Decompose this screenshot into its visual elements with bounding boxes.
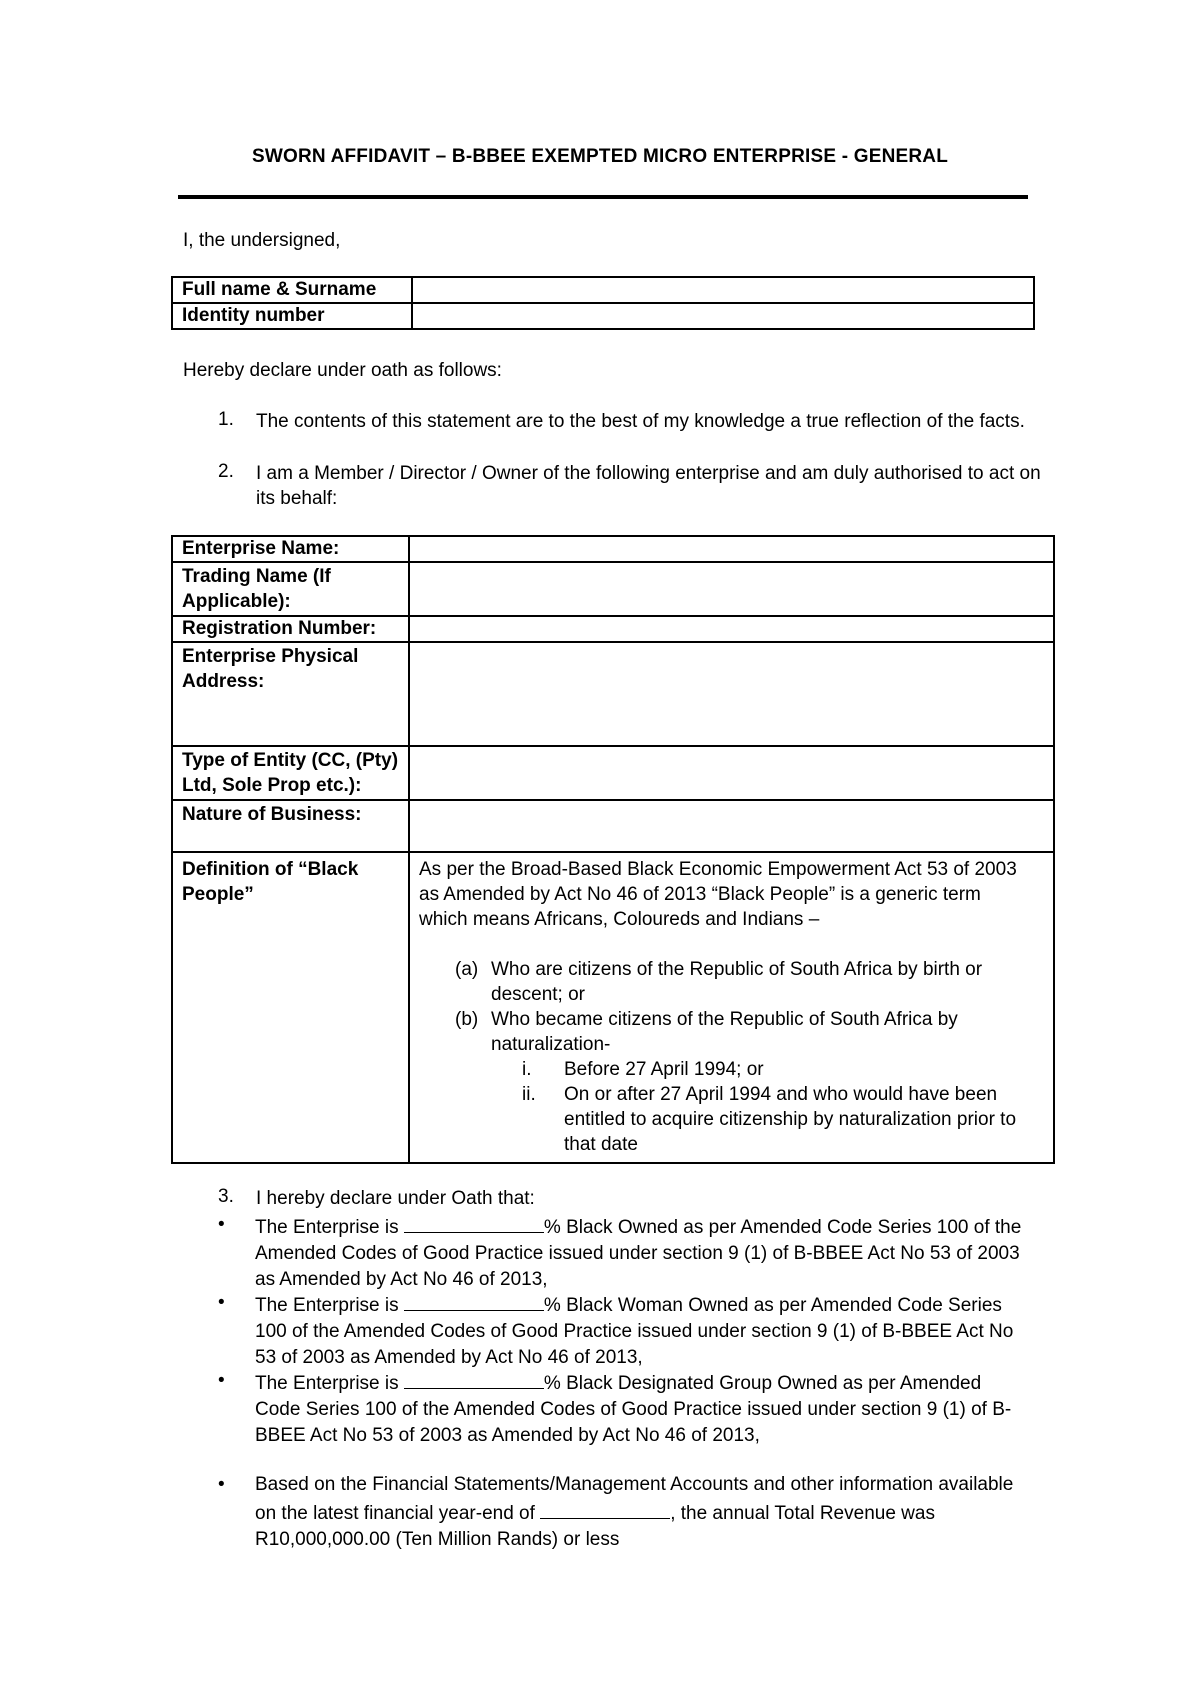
item-1-number: 1. — [218, 409, 234, 430]
designated-group-percent-field[interactable] — [404, 1368, 544, 1389]
definition-item-i — [419, 1057, 1044, 1082]
identity-number-field[interactable] — [412, 303, 1034, 329]
identity-number-label: Identity number — [172, 303, 412, 329]
black-owned-percent-field[interactable] — [404, 1212, 544, 1233]
bullet-3-text: The Enterprise is % Black Designated Group Owned as per Amended Code Series 100 of the Amended Codes of Good Practice issued under section 9 (1) of B-BBEE Act No 53 of 2003 as Amended by Act No 46 of 2013, — [255, 1368, 1028, 1449]
table-row — [172, 562, 1054, 616]
item-b-marker: (b) — [455, 1009, 479, 1030]
physical-address-field[interactable] — [409, 642, 1054, 746]
definition-item-a — [419, 957, 1044, 1007]
physical-address-label: Enterprise Physical Address: — [172, 642, 409, 746]
title-rule — [178, 195, 1028, 199]
table-row — [172, 616, 1054, 642]
item-3-number: 3. — [218, 1186, 234, 1207]
document-title: SWORN AFFIDAVIT – B-BBEE EXEMPTED MICRO ENTERPRISE - GENERAL — [251, 146, 949, 167]
item-1-text: The contents of this statement are to the best of my knowledge a true reflection of the facts. — [256, 411, 1025, 432]
item-2-line-1: I am a Member / Director / Owner of the following enterprise and am duly authorised to act on — [256, 463, 1041, 484]
entity-type-field[interactable] — [409, 746, 1054, 800]
table-row — [172, 800, 1054, 852]
item-2-line-2: its behalf: — [256, 488, 338, 509]
declare-line: Hereby declare under oath as follows: — [183, 360, 502, 381]
identity-table — [171, 276, 1035, 330]
intro-text: I, the undersigned, — [183, 230, 341, 251]
enterprise-name-field[interactable] — [409, 536, 1054, 562]
trading-name-field[interactable] — [409, 562, 1054, 616]
bullet-2-text: The Enterprise is % Black Woman Owned as per Amended Code Series 100 of the Amended Codes of Good Practice issued under section 9 (1) of B-BBEE Act No 53 of 2003 as Amended by Act No 46 of 2013, — [255, 1290, 1028, 1371]
bullet-icon: • — [218, 1370, 225, 1391]
full-name-field[interactable] — [412, 277, 1034, 303]
enterprise-name-label: Enterprise Name: — [172, 536, 409, 562]
item-a-marker: (a) — [455, 959, 479, 980]
table-row — [172, 642, 1054, 746]
financial-year-end-field[interactable] — [540, 1498, 670, 1519]
nature-of-business-field[interactable] — [409, 800, 1054, 852]
bullet-icon: • — [218, 1474, 225, 1495]
item-2-number: 2. — [218, 461, 234, 482]
registration-number-field[interactable] — [409, 616, 1054, 642]
nature-of-business-label: Nature of Business: — [172, 800, 409, 852]
bullet-4-text: Based on the Financial Statements/Management Accounts and other information available on the latest financial year-end of , the annual Total Revenue was R10,000,000.00 (Ten Million Rands) or less — [255, 1474, 1014, 1550]
registration-number-label: Registration Number: — [172, 616, 409, 642]
table-row — [172, 852, 1054, 1163]
bullet-1-text: The Enterprise is % Black Owned as per Amended Code Series 100 of the Amended Codes of Good Practice issued under section 9 (1) of B-BBEE Act No 53 of 2003 as Amended by Act No 46 of 2013, — [255, 1212, 1028, 1293]
bullet-icon: • — [218, 1292, 225, 1313]
trading-name-label: Trading Name (If Applicable): — [172, 562, 409, 616]
enterprise-table — [171, 535, 1055, 1164]
table-row — [172, 746, 1054, 800]
table-row — [172, 277, 1034, 303]
definition-item-b — [419, 1007, 1044, 1057]
item-i-text: Before 27 April 1994; or — [564, 1059, 764, 1080]
item-b-text: Who became citizens of the Republic of South Africa by naturalization- — [491, 1009, 958, 1055]
item-3-text: I hereby declare under Oath that: — [256, 1188, 535, 1209]
item-i-marker: i. — [522, 1059, 532, 1080]
definition-intro: As per the Broad-Based Black Economic Empowerment Act 53 of 2003 as Amended by Act No 46 of 2013 “Black People” is a generic term which means Africans, Coloureds and Indians – — [419, 859, 1017, 930]
definition-label: Definition of “Black People” — [172, 852, 409, 1163]
full-name-label: Full name & Surname — [172, 277, 412, 303]
definition-text — [409, 852, 1054, 1163]
black-woman-owned-percent-field[interactable] — [404, 1290, 544, 1311]
bullet-icon: • — [218, 1214, 225, 1235]
item-ii-text: On or after 27 April 1994 and who would have been entitled to acquire citizenship by naturalization prior to that date — [564, 1084, 1017, 1155]
definition-item-ii — [419, 1082, 1044, 1157]
entity-type-label: Type of Entity (CC, (Pty) Ltd, Sole Prop etc.): — [172, 746, 409, 800]
table-row — [172, 303, 1034, 329]
item-ii-marker: ii. — [522, 1084, 536, 1105]
table-row — [172, 536, 1054, 562]
item-2-text — [256, 461, 1046, 511]
item-a-text: Who are citizens of the Republic of South Africa by birth or descent; or — [491, 959, 983, 1005]
